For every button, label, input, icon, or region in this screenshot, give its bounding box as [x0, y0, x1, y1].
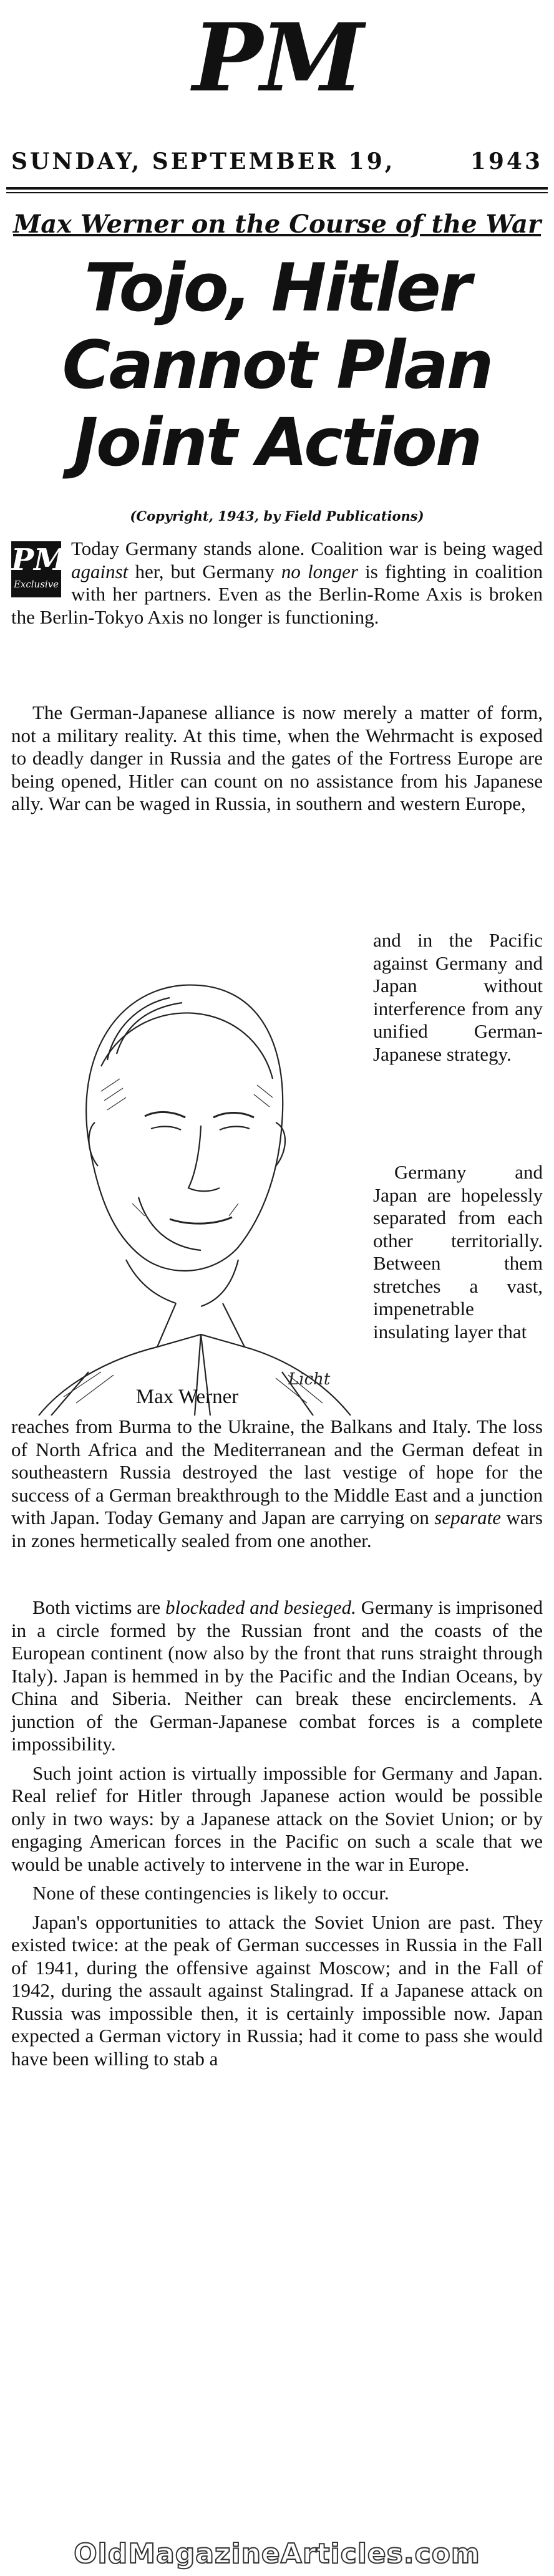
paragraph-4: Both victims are blockaded and besieged. Germany is imprisoned in a circle formed by the Russian front and the coasts of the European continent (now also by the front that runs straight through Italy). Japan is hemmed in by the Pacific and the Indian Oceans, by China and Siberia. Neither can break these encirclements. A junction of the German-Japanese combat forces is a complete impossibility. — [11, 1596, 543, 1755]
dateline-year: 1943 — [470, 148, 543, 175]
paragraph-1: Today Germany stands alone. Coalition war is being waged against her, but Germany no longer is fighting in coalition with her partners. Even as the Berlin-Rome Axis is broken the Berlin-Tokyo Axis no longer is functioning. — [11, 538, 543, 628]
paragraph-6: None of these contingencies is likely to occur. — [32, 1882, 389, 1904]
copyright-line: (Copyright, 1943, by Field Publications) — [130, 508, 424, 524]
portrait-signature: Licht — [288, 1370, 331, 1389]
max-werner-portrait — [14, 935, 363, 1416]
headline-line-3: Joint Action — [73, 404, 481, 481]
headline-line-2: Cannot Plan — [62, 327, 492, 403]
paragraph-2-continued: and in the Pacific against Germany and Japan without interference from any unified German-Japanese strategy. — [373, 929, 543, 1065]
divider — [6, 192, 548, 193]
paragraph-3: Germany and Japan are hopelessly separated from each other territorially. Between them stretches a vast, impenetrable insulating layer that — [373, 1161, 543, 1343]
divider — [6, 187, 548, 190]
paragraph-3-continued: reaches from Burma to the Ukraine, the Balkans and Italy. The loss of North Africa and the Mediterranean and the German defeat in southeastern Russia destroyed the last vestige of hope for the success of a German breakthrough to the Middle East and a junction with Japan. Today Gemany and Japan are carrying on separate wars in zones hermetically sealed from one another. — [11, 1416, 543, 1551]
paragraph-2: The German-Japanese alliance is now merely a matter of form, not a military reality. At this time, when the Wehrmacht is exposed to deadly danger in Russia and the gates of the Fortress Europe are being opened, Hitler can count on no assistance from his Japanese ally. War can be waged in Russia, in southern and western Europe, — [11, 702, 543, 814]
headline-line-1: Tojo, Hitler — [84, 249, 470, 326]
portrait-caption: Max Werner — [135, 1386, 239, 1408]
pm-logo-text: PM — [11, 543, 67, 577]
headline — [0, 249, 554, 481]
paragraph-7: Japan's opportunities to attack the Soviet Union are past. They existed twice: at the peak of German successes in Russia in the Fall of 1941, during the offensive against Moscow; and in the Fall of 1942, during the assault against Stalingrad. If a Japanese attack on Russia was impossible then, it is certainly impossible now. Japan expected a German victory in Russia; had it come to pass she would have been willing to stab a — [11, 1911, 543, 2070]
masthead-logo: PM — [192, 3, 362, 113]
exclusive-label: Exclusive — [13, 579, 59, 590]
dateline-day: SUNDAY, SEPTEMBER 19, — [11, 148, 396, 175]
watermark: OldMagazineArticles.com — [74, 2538, 480, 2570]
dateline — [11, 148, 543, 178]
paragraph-5: Such joint action is virtually impossible for Germany and Japan. Real relief for Hitler through Japanese action would be possible only in two ways: by a Japanese attack on the Soviet Union; or by engaging American forces in the Pacific on such a scale that we would be unable actively to intervene in the war in Europe. — [11, 1762, 543, 1875]
lower-paragraphs — [11, 1596, 543, 2070]
kicker: Max Werner on the Course of the War — [12, 210, 542, 239]
